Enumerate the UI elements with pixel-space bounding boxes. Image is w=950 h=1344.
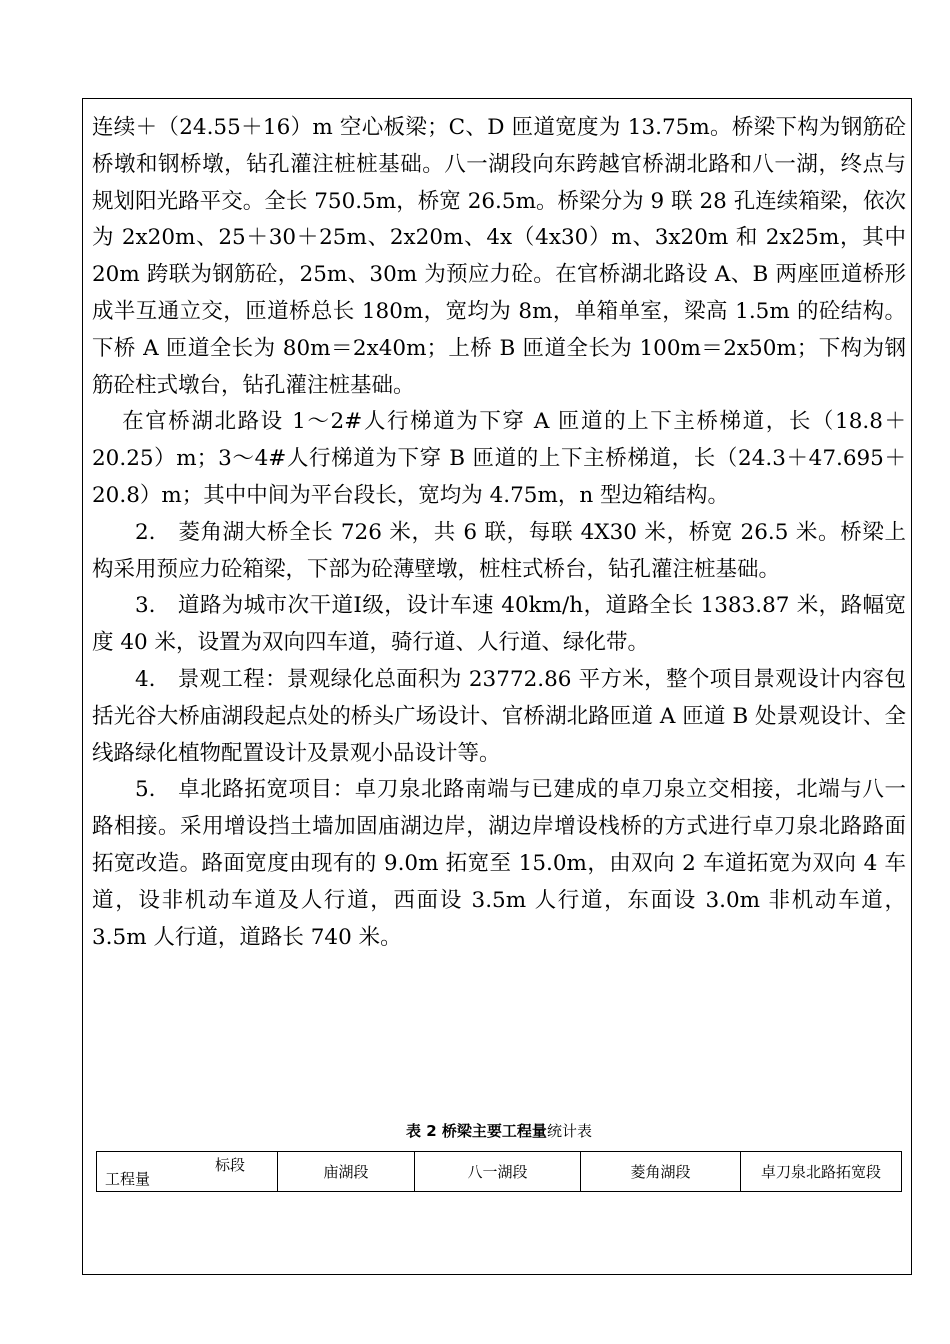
caption-light: 统计表	[546, 1122, 592, 1140]
header-cell: 卓刀泉北路拓宽段	[740, 1152, 901, 1191]
document-body	[92, 110, 906, 956]
quantity-table-header	[96, 1151, 902, 1192]
header-cell: 八一湖段	[414, 1152, 580, 1191]
header-cell: 庙湖段	[277, 1152, 414, 1191]
caption-bold: 表 2 桥梁主要工程量	[406, 1122, 547, 1140]
paragraph-landscape: 4. 景观工程：景观绿化总面积为 23772.86 平方米，整个项目景观设计内容包括光谷大桥庙湖段起点处的桥头广场设计、官桥湖北路匝道 A 匝道 B 处景观设计、全线路绿化植物配置设计及景观小品设计等。	[92, 666, 906, 766]
paragraph-pedestrian-stairs: 在官桥湖北路设 1～2#人行梯道为下穿 A 匝道的上下主桥梯道，长（18.8＋20.25）m；3～4#人行梯道为下穿 B 匝道的上下主桥梯道，长（24.3＋47.695＋20.8）m；其中中间为平台段长，宽均为 4.75m，n 型边箱结构。	[92, 409, 906, 508]
paragraph-widening: 5. 卓北路拓宽项目：卓刀泉北路南端与已建成的卓刀泉立交相接，北端与八一路相接。采用增设挡土墙加固庙湖边岸，湖边岸增设栈桥的方式进行卓刀泉北路路面拓宽改造。路面宽度由现有的 9.0m 拓宽至 15.0m，由双向 2 车道拓宽为双向 4 车道，设非机动车道及人行道，西面设 3.5m 人行道，东面设 3.0m 非机动车道，3.5m 人行道，道路长 740 米。	[92, 777, 906, 950]
table-corner-cell	[97, 1152, 277, 1191]
paragraph-bridge-structure: 连续＋（24.55＋16）m 空心板梁；C、D 匝道宽度为 13.75m。桥梁下构为钢筋砼桥墩和钢桥墩，钻孔灌注桩桩基础。八一湖段向东跨越官桥湖北路和八一湖，终点与规划阳光路平交。全长 750.5m，桥宽 26.5m。桥梁分为 9 联 28 孔连续箱梁，依次为 2x20m、25＋30＋25m、2x20m、4x（4x30）m、3x20m 和 2x25m，其中 20m 跨联为钢筋砼，25m、30m 为预应力砼。在官桥湖北路设 A、B 两座匝道桥形成半互通立交，匝道桥总长 180m，宽均为 8m，单箱单室，梁高 1.5m 的砼结构。下桥 A 匝道全长为 80m＝2x40m；上桥 B 匝道全长为 100m＝2x50m；下构为钢筋砼柱式墩台，钻孔灌注桩基础。	[92, 115, 906, 398]
corner-label-quantity: 工程量	[105, 1170, 151, 1188]
paragraph-lingjiao-bridge: 2. 菱角湖大桥全长 726 米，共 6 联，每联 4X30 米，桥宽 26.5 米。桥梁上构采用预应力砼箱梁，下部为砼薄壁墩，桩柱式桥台，钻孔灌注桩基础。	[92, 519, 906, 582]
header-cell: 菱角湖段	[580, 1152, 740, 1191]
corner-label-segment: 标段	[215, 1156, 246, 1174]
paragraph-road: 3. 道路为城市次干道Ⅰ级，设计车速 40km/h，道路全长 1383.87 米，路幅宽度 40 米，设置为双向四车道，骑行道、人行道、绿化带。	[92, 593, 906, 656]
table-caption	[92, 1120, 906, 1141]
